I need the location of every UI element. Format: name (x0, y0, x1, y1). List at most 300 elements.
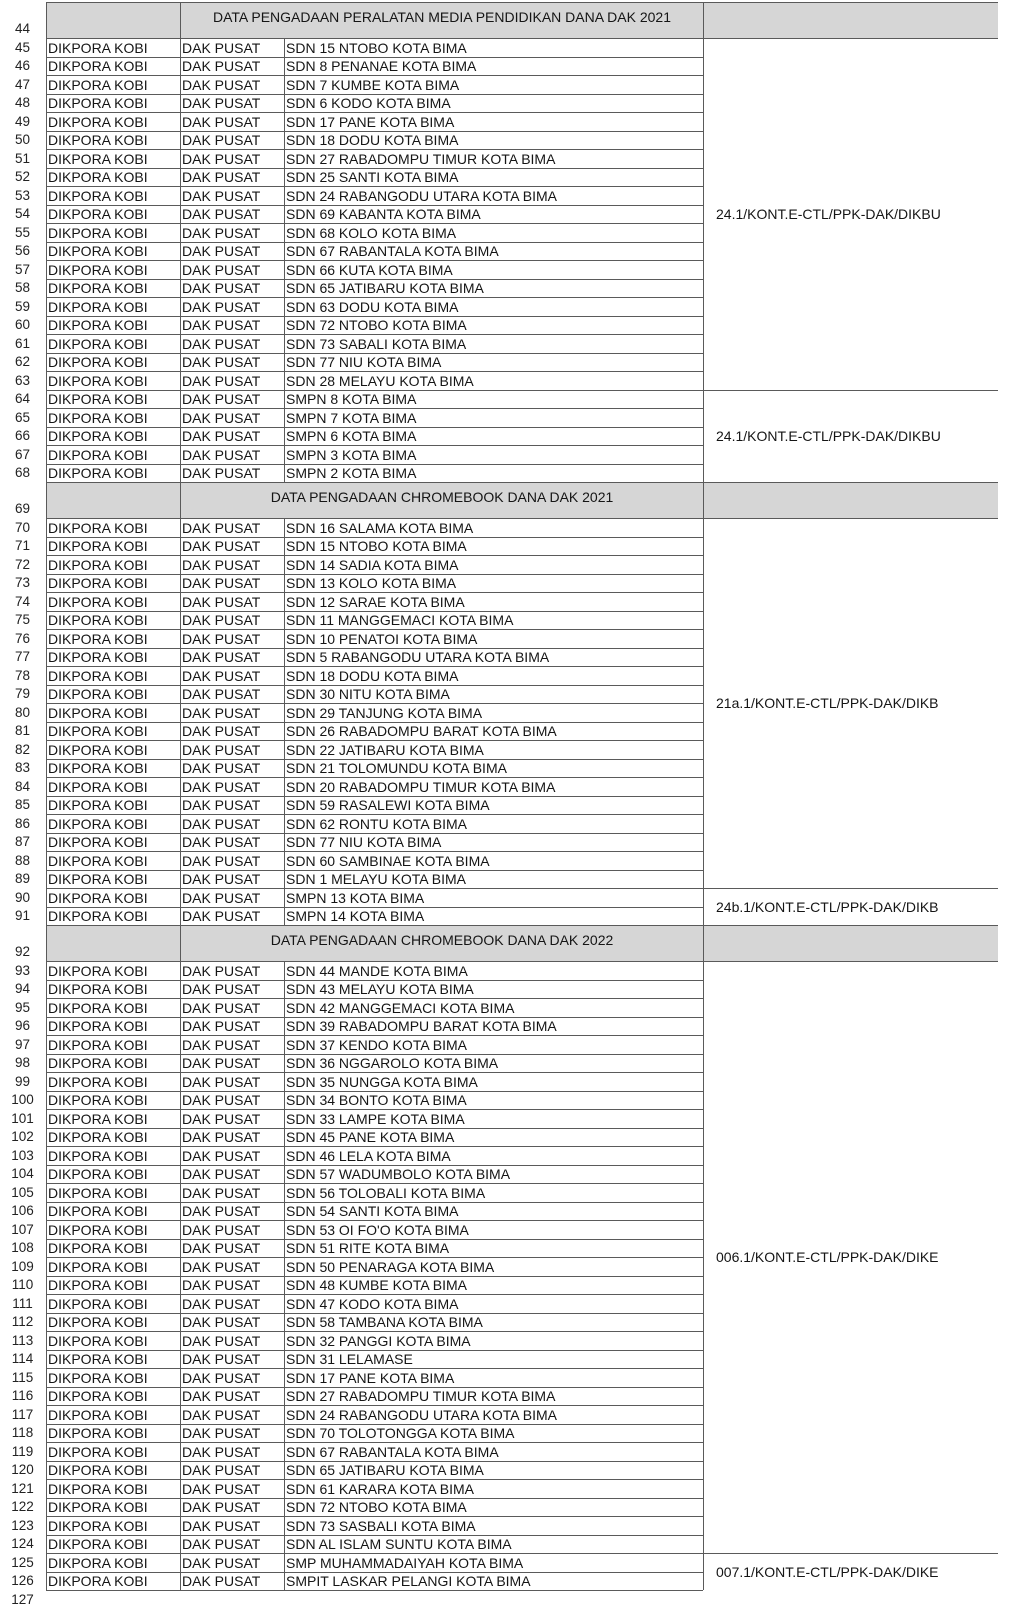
row-number[interactable]: 61 (14, 335, 31, 351)
cell-fund-source[interactable]: DAK PUSAT (182, 704, 261, 721)
cell-organization[interactable]: DIKPORA KOBI (48, 667, 148, 684)
row-number[interactable]: 78 (14, 667, 31, 683)
cell-organization[interactable]: DIKPORA KOBI (48, 556, 148, 573)
cell-school-name[interactable]: SDN 72 NTOBO KOTA BIMA (286, 1499, 467, 1515)
cell-fund-source[interactable]: DAK PUSAT (182, 1203, 261, 1219)
row-number[interactable]: 125 (11, 1554, 34, 1570)
row-number[interactable]: 69 (14, 501, 31, 516)
cell-contract-number[interactable]: 007.1/KONT.E-CTL/PPK-DAK/DIKE (716, 1563, 939, 1580)
cell-school-name[interactable]: SDN 54 SANTI KOTA BIMA (286, 1203, 459, 1219)
cell-organization[interactable]: DIKPORA KOBI (48, 1332, 148, 1349)
cell-fund-source[interactable]: DAK PUSAT (182, 169, 261, 185)
cell-school-name[interactable]: SMP MUHAMMADAIYAH KOTA BIMA (286, 1554, 524, 1571)
cell-school-name[interactable]: SDN 57 WADUMBOLO KOTA BIMA (286, 1166, 511, 1182)
cell-fund-source[interactable]: DAK PUSAT (182, 335, 261, 352)
row-number[interactable]: 96 (14, 1018, 31, 1033)
row-number[interactable]: 88 (14, 852, 31, 868)
row-number[interactable]: 124 (11, 1536, 34, 1551)
cell-fund-source[interactable]: DAK PUSAT (182, 999, 261, 1016)
cell-organization[interactable]: DIKPORA KOBI (48, 1480, 148, 1497)
cell-school-name[interactable]: SDN 62 RONTU KOTA BIMA (286, 815, 467, 832)
cell-fund-source[interactable]: DAK PUSAT (182, 1573, 261, 1589)
row-number[interactable]: 119 (11, 1443, 34, 1459)
cell-school-name[interactable]: SDN 24 RABANGODU UTARA KOTA BIMA (286, 187, 557, 204)
cell-organization[interactable]: DIKPORA KOBI (48, 1277, 148, 1293)
cell-organization[interactable]: DIKPORA KOBI (48, 889, 148, 906)
cell-organization[interactable]: DIKPORA KOBI (48, 1018, 148, 1034)
cell-fund-source[interactable]: DAK PUSAT (182, 1055, 261, 1071)
row-number[interactable]: 116 (11, 1388, 34, 1403)
cell-fund-source[interactable]: DAK PUSAT (182, 132, 261, 148)
row-number[interactable]: 62 (14, 354, 31, 369)
cell-school-name[interactable]: SDN 1 MELAYU KOTA BIMA (286, 871, 466, 887)
cell-organization[interactable]: DIKPORA KOBI (48, 261, 148, 278)
cell-organization[interactable]: DIKPORA KOBI (48, 704, 148, 721)
cell-fund-source[interactable]: DAK PUSAT (182, 1221, 261, 1238)
row-number[interactable]: 85 (14, 797, 31, 812)
cell-fund-source[interactable]: DAK PUSAT (182, 593, 261, 610)
row-number[interactable]: 90 (14, 889, 31, 905)
cell-fund-source[interactable]: DAK PUSAT (182, 243, 261, 259)
row-number[interactable]: 117 (11, 1406, 34, 1422)
cell-organization[interactable]: DIKPORA KOBI (48, 1536, 148, 1552)
cell-organization[interactable]: DIKPORA KOBI (48, 76, 148, 93)
cell-organization[interactable]: DIKPORA KOBI (48, 686, 148, 702)
cell-school-name[interactable]: SDN AL ISLAM SUNTU KOTA BIMA (286, 1536, 512, 1552)
cell-organization[interactable]: DIKPORA KOBI (48, 1110, 148, 1127)
cell-organization[interactable]: DIKPORA KOBI (48, 409, 148, 426)
cell-organization[interactable]: DIKPORA KOBI (48, 981, 148, 997)
cell-school-name[interactable]: SDN 50 PENARAGA KOTA BIMA (286, 1258, 495, 1275)
row-number[interactable]: 63 (14, 372, 31, 388)
cell-school-name[interactable]: SDN 67 RABANTALA KOTA BIMA (286, 1443, 499, 1460)
row-number[interactable]: 112 (11, 1314, 34, 1329)
cell-fund-source[interactable]: DAK PUSAT (182, 519, 261, 536)
row-number[interactable]: 107 (11, 1221, 34, 1237)
cell-school-name[interactable]: SDN 44 MANDE KOTA BIMA (286, 962, 468, 979)
cell-fund-source[interactable]: DAK PUSAT (182, 1351, 261, 1367)
cell-school-name[interactable]: SDN 34 BONTO KOTA BIMA (286, 1092, 467, 1108)
cell-school-name[interactable]: SDN 6 KODO KOTA BIMA (286, 95, 451, 111)
cell-organization[interactable]: DIKPORA KOBI (48, 1462, 148, 1478)
cell-fund-source[interactable]: DAK PUSAT (182, 1332, 261, 1349)
row-number[interactable]: 89 (14, 871, 31, 886)
cell-organization[interactable]: DIKPORA KOBI (48, 298, 148, 315)
row-number[interactable]: 66 (14, 428, 31, 443)
cell-fund-source[interactable]: DAK PUSAT (182, 630, 261, 647)
row-number[interactable]: 113 (11, 1332, 34, 1348)
row-number[interactable]: 84 (14, 778, 31, 794)
row-number[interactable]: 82 (14, 741, 31, 757)
row-number[interactable]: 121 (11, 1480, 34, 1496)
row-number[interactable]: 46 (14, 58, 31, 73)
cell-fund-source[interactable]: DAK PUSAT (182, 280, 261, 296)
cell-school-name[interactable]: SDN 25 SANTI KOTA BIMA (286, 169, 459, 185)
cell-school-name[interactable]: SDN 22 JATIBARU KOTA BIMA (286, 741, 484, 758)
cell-school-name[interactable]: SDN 65 JATIBARU KOTA BIMA (286, 1462, 484, 1478)
cell-school-name[interactable]: SDN 30 NITU KOTA BIMA (286, 686, 450, 702)
row-number[interactable]: 80 (14, 704, 31, 720)
row-number[interactable]: 99 (14, 1073, 31, 1089)
cell-fund-source[interactable]: DAK PUSAT (182, 1369, 261, 1386)
cell-fund-source[interactable]: DAK PUSAT (182, 1036, 261, 1053)
row-number[interactable]: 79 (14, 686, 31, 701)
cell-organization[interactable]: DIKPORA KOBI (48, 741, 148, 758)
row-number[interactable]: 87 (14, 834, 31, 849)
cell-organization[interactable]: DIKPORA KOBI (48, 1258, 148, 1275)
cell-fund-source[interactable]: DAK PUSAT (182, 95, 261, 111)
cell-fund-source[interactable]: DAK PUSAT (182, 113, 261, 130)
cell-organization[interactable]: DIKPORA KOBI (48, 354, 148, 370)
cell-school-name[interactable]: SMPN 8 KOTA BIMA (286, 391, 417, 407)
cell-organization[interactable]: DIKPORA KOBI (48, 1221, 148, 1238)
row-number[interactable]: 92 (14, 944, 31, 959)
row-number[interactable]: 120 (11, 1462, 34, 1477)
row-number[interactable]: 72 (14, 556, 31, 572)
row-number[interactable]: 57 (14, 261, 31, 277)
cell-contract-number[interactable]: 24b.1/KONT.E-CTL/PPK-DAK/DIKB (716, 898, 939, 915)
cell-school-name[interactable]: SDN 29 TANJUNG KOTA BIMA (286, 704, 483, 721)
cell-organization[interactable]: DIKPORA KOBI (48, 538, 148, 554)
cell-school-name[interactable]: SMPN 7 KOTA BIMA (286, 409, 417, 426)
cell-school-name[interactable]: SDN 58 TAMBANA KOTA BIMA (286, 1314, 483, 1330)
row-number[interactable]: 114 (11, 1351, 34, 1366)
cell-fund-source[interactable]: DAK PUSAT (182, 39, 261, 56)
cell-organization[interactable]: DIKPORA KOBI (48, 1369, 148, 1386)
cell-school-name[interactable]: SDN 45 PANE KOTA BIMA (286, 1129, 455, 1145)
cell-fund-source[interactable]: DAK PUSAT (182, 261, 261, 278)
cell-school-name[interactable]: SMPN 14 KOTA BIMA (286, 908, 425, 924)
cell-fund-source[interactable]: DAK PUSAT (182, 428, 261, 444)
cell-fund-source[interactable]: DAK PUSAT (182, 1536, 261, 1552)
cell-organization[interactable]: DIKPORA KOBI (48, 243, 148, 259)
row-number[interactable]: 109 (11, 1258, 34, 1274)
cell-school-name[interactable]: SDN 60 SAMBINAE KOTA BIMA (286, 852, 490, 869)
cell-organization[interactable]: DIKPORA KOBI (48, 612, 148, 628)
cell-organization[interactable]: DIKPORA KOBI (48, 593, 148, 610)
cell-school-name[interactable]: SDN 70 TOLOTONGGA KOTA BIMA (286, 1425, 515, 1441)
cell-fund-source[interactable]: DAK PUSAT (182, 1258, 261, 1275)
cell-fund-source[interactable]: DAK PUSAT (182, 575, 261, 591)
row-number[interactable]: 64 (14, 391, 31, 406)
cell-fund-source[interactable]: DAK PUSAT (182, 1147, 261, 1164)
cell-school-name[interactable]: SDN 26 RABADOMPU BARAT KOTA BIMA (286, 723, 557, 739)
row-number[interactable]: 106 (11, 1203, 34, 1218)
cell-organization[interactable]: DIKPORA KOBI (48, 317, 148, 333)
row-number[interactable]: 76 (14, 630, 31, 646)
cell-school-name[interactable]: SDN 56 TOLOBALI KOTA BIMA (286, 1184, 486, 1201)
cell-school-name[interactable]: SDN 27 RABADOMPU TIMUR KOTA BIMA (286, 1388, 556, 1404)
cell-organization[interactable]: DIKPORA KOBI (48, 760, 148, 776)
cell-fund-source[interactable]: DAK PUSAT (182, 741, 261, 758)
cell-fund-source[interactable]: DAK PUSAT (182, 317, 261, 333)
cell-fund-source[interactable]: DAK PUSAT (182, 1184, 261, 1201)
cell-school-name[interactable]: SDN 28 MELAYU KOTA BIMA (286, 372, 474, 389)
cell-fund-source[interactable]: DAK PUSAT (182, 1295, 261, 1312)
row-number[interactable]: 44 (14, 21, 31, 36)
cell-organization[interactable]: DIKPORA KOBI (48, 575, 148, 591)
row-number[interactable]: 68 (14, 465, 31, 480)
row-number[interactable]: 51 (14, 150, 31, 166)
cell-fund-source[interactable]: DAK PUSAT (182, 58, 261, 74)
cell-organization[interactable]: DIKPORA KOBI (48, 1036, 148, 1053)
cell-school-name[interactable]: SDN 7 KUMBE KOTA BIMA (286, 76, 460, 93)
cell-organization[interactable]: DIKPORA KOBI (48, 852, 148, 869)
cell-school-name[interactable]: SDN 48 KUMBE KOTA BIMA (286, 1277, 468, 1293)
cell-contract-number[interactable]: 24.1/KONT.E-CTL/PPK-DAK/DIKBU (716, 205, 941, 222)
cell-school-name[interactable]: SDN 18 DODU KOTA BIMA (286, 132, 459, 148)
cell-organization[interactable]: DIKPORA KOBI (48, 1055, 148, 1071)
cell-organization[interactable]: DIKPORA KOBI (48, 1573, 148, 1589)
cell-organization[interactable]: DIKPORA KOBI (48, 1147, 148, 1164)
cell-fund-source[interactable]: DAK PUSAT (182, 1554, 261, 1571)
cell-organization[interactable]: DIKPORA KOBI (48, 1425, 148, 1441)
cell-fund-source[interactable]: DAK PUSAT (182, 538, 261, 554)
cell-organization[interactable]: DIKPORA KOBI (48, 1073, 148, 1090)
cell-school-name[interactable]: SDN 20 RABADOMPU TIMUR KOTA BIMA (286, 778, 556, 795)
cell-school-name[interactable]: SDN 77 NIU KOTA BIMA (286, 354, 442, 370)
row-number[interactable]: 71 (14, 538, 31, 553)
row-number[interactable]: 110 (11, 1277, 34, 1292)
cell-organization[interactable]: DIKPORA KOBI (48, 908, 148, 924)
cell-school-name[interactable]: SDN 31 LELAMASE (286, 1351, 413, 1367)
cell-school-name[interactable]: SDN 61 KARARA KOTA BIMA (286, 1480, 475, 1497)
row-number[interactable]: 94 (14, 981, 31, 996)
cell-fund-source[interactable]: DAK PUSAT (182, 778, 261, 795)
cell-fund-source[interactable]: DAK PUSAT (182, 1092, 261, 1108)
cell-fund-source[interactable]: DAK PUSAT (182, 760, 261, 776)
row-number[interactable]: 115 (11, 1369, 34, 1385)
row-number[interactable]: 118 (11, 1425, 34, 1440)
row-number[interactable]: 98 (14, 1055, 31, 1070)
cell-school-name[interactable]: SMPN 13 KOTA BIMA (286, 889, 425, 906)
cell-organization[interactable]: DIKPORA KOBI (48, 815, 148, 832)
cell-organization[interactable]: DIKPORA KOBI (48, 1388, 148, 1404)
cell-school-name[interactable]: SMPN 3 KOTA BIMA (286, 446, 417, 463)
cell-school-name[interactable]: SDN 18 DODU KOTA BIMA (286, 667, 459, 684)
row-number[interactable]: 49 (14, 113, 31, 129)
cell-school-name[interactable]: SDN 11 MANGGEMACI KOTA BIMA (286, 612, 514, 628)
cell-fund-source[interactable]: DAK PUSAT (182, 1110, 261, 1127)
cell-fund-source[interactable]: DAK PUSAT (182, 612, 261, 628)
cell-fund-source[interactable]: DAK PUSAT (182, 1425, 261, 1441)
cell-fund-source[interactable]: DAK PUSAT (182, 981, 261, 997)
cell-fund-source[interactable]: DAK PUSAT (182, 1129, 261, 1145)
cell-fund-source[interactable]: DAK PUSAT (182, 834, 261, 850)
cell-school-name[interactable]: SDN 39 RABADOMPU BARAT KOTA BIMA (286, 1018, 557, 1034)
cell-school-name[interactable]: SDN 36 NGGAROLO KOTA BIMA (286, 1055, 499, 1071)
cell-school-name[interactable]: SDN 17 PANE KOTA BIMA (286, 113, 455, 130)
cell-school-name[interactable]: SDN 16 SALAMA KOTA BIMA (286, 519, 474, 536)
cell-fund-source[interactable]: DAK PUSAT (182, 1018, 261, 1034)
row-number[interactable]: 127 (11, 1591, 34, 1607)
cell-organization[interactable]: DIKPORA KOBI (48, 391, 148, 407)
cell-school-name[interactable]: SDN 59 RASALEWI KOTA BIMA (286, 797, 490, 813)
row-number[interactable]: 108 (11, 1240, 34, 1255)
cell-school-name[interactable]: SDN 13 KOLO KOTA BIMA (286, 575, 457, 591)
row-number[interactable]: 55 (14, 224, 31, 240)
cell-organization[interactable]: DIKPORA KOBI (48, 95, 148, 111)
cell-school-name[interactable]: SMPN 6 KOTA BIMA (286, 428, 417, 444)
cell-organization[interactable]: DIKPORA KOBI (48, 132, 148, 148)
cell-fund-source[interactable]: DAK PUSAT (182, 1499, 261, 1515)
cell-fund-source[interactable]: DAK PUSAT (182, 1406, 261, 1423)
cell-organization[interactable]: DIKPORA KOBI (48, 206, 148, 222)
cell-fund-source[interactable]: DAK PUSAT (182, 797, 261, 813)
cell-organization[interactable]: DIKPORA KOBI (48, 1184, 148, 1201)
cell-organization[interactable]: DIKPORA KOBI (48, 1129, 148, 1145)
cell-organization[interactable]: DIKPORA KOBI (48, 428, 148, 444)
cell-school-name[interactable]: SDN 37 KENDO KOTA BIMA (286, 1036, 468, 1053)
row-number[interactable]: 52 (14, 169, 31, 184)
cell-fund-source[interactable]: DAK PUSAT (182, 1166, 261, 1182)
cell-fund-source[interactable]: DAK PUSAT (182, 556, 261, 573)
cell-contract-number[interactable]: 21a.1/KONT.E-CTL/PPK-DAK/DIKB (716, 695, 939, 711)
row-number[interactable]: 45 (14, 39, 31, 55)
cell-school-name[interactable]: SDN 27 RABADOMPU TIMUR KOTA BIMA (286, 150, 556, 167)
cell-fund-source[interactable]: DAK PUSAT (182, 298, 261, 315)
cell-fund-source[interactable]: DAK PUSAT (182, 871, 261, 887)
cell-fund-source[interactable]: DAK PUSAT (182, 1480, 261, 1497)
cell-school-name[interactable]: SDN 35 NUNGGA KOTA BIMA (286, 1073, 478, 1090)
row-number[interactable]: 103 (11, 1147, 34, 1163)
cell-fund-source[interactable]: DAK PUSAT (182, 446, 261, 463)
cell-fund-source[interactable]: DAK PUSAT (182, 667, 261, 684)
cell-school-name[interactable]: SDN 46 LELA KOTA BIMA (286, 1147, 451, 1164)
cell-fund-source[interactable]: DAK PUSAT (182, 649, 261, 665)
cell-organization[interactable]: DIKPORA KOBI (48, 723, 148, 739)
cell-fund-source[interactable]: DAK PUSAT (182, 409, 261, 426)
row-number[interactable]: 102 (11, 1129, 34, 1144)
cell-fund-source[interactable]: DAK PUSAT (182, 1462, 261, 1478)
cell-school-name[interactable]: SDN 69 KABANTA KOTA BIMA (286, 206, 481, 222)
row-number[interactable]: 67 (14, 446, 31, 462)
row-number[interactable]: 73 (14, 575, 31, 590)
cell-fund-source[interactable]: DAK PUSAT (182, 465, 261, 481)
row-number[interactable]: 54 (14, 206, 31, 221)
cell-organization[interactable]: DIKPORA KOBI (48, 1240, 148, 1256)
cell-fund-source[interactable]: DAK PUSAT (182, 76, 261, 93)
cell-organization[interactable]: DIKPORA KOBI (48, 797, 148, 813)
cell-contract-number[interactable]: 006.1/KONT.E-CTL/PPK-DAK/DIKE (716, 1249, 939, 1265)
row-number[interactable]: 91 (14, 908, 31, 923)
cell-organization[interactable]: DIKPORA KOBI (48, 446, 148, 463)
cell-fund-source[interactable]: DAK PUSAT (182, 1517, 261, 1534)
row-number[interactable]: 77 (14, 649, 31, 664)
cell-organization[interactable]: DIKPORA KOBI (48, 39, 148, 56)
cell-organization[interactable]: DIKPORA KOBI (48, 519, 148, 536)
row-number[interactable]: 122 (11, 1499, 34, 1514)
cell-organization[interactable]: DIKPORA KOBI (48, 58, 148, 74)
row-number[interactable]: 60 (14, 317, 31, 332)
row-number[interactable]: 83 (14, 760, 31, 775)
cell-organization[interactable]: DIKPORA KOBI (48, 1351, 148, 1367)
cell-organization[interactable]: DIKPORA KOBI (48, 1092, 148, 1108)
row-number[interactable]: 86 (14, 815, 31, 831)
cell-organization[interactable]: DIKPORA KOBI (48, 224, 148, 241)
row-number[interactable]: 126 (11, 1573, 34, 1588)
row-number[interactable]: 95 (14, 999, 31, 1015)
cell-organization[interactable]: DIKPORA KOBI (48, 1295, 148, 1312)
row-number[interactable]: 58 (14, 280, 31, 295)
row-number[interactable]: 111 (12, 1295, 33, 1311)
cell-school-name[interactable]: SDN 72 NTOBO KOTA BIMA (286, 317, 467, 333)
row-number[interactable]: 105 (11, 1184, 34, 1200)
cell-organization[interactable]: DIKPORA KOBI (48, 1517, 148, 1534)
cell-fund-source[interactable]: DAK PUSAT (182, 150, 261, 167)
cell-school-name[interactable]: SDN 77 NIU KOTA BIMA (286, 834, 442, 850)
cell-fund-source[interactable]: DAK PUSAT (182, 224, 261, 241)
cell-fund-source[interactable]: DAK PUSAT (182, 1314, 261, 1330)
cell-school-name[interactable]: SDN 15 NTOBO KOTA BIMA (286, 39, 467, 56)
cell-organization[interactable]: DIKPORA KOBI (48, 1443, 148, 1460)
cell-fund-source[interactable]: DAK PUSAT (182, 686, 261, 702)
cell-school-name[interactable]: SDN 24 RABANGODU UTARA KOTA BIMA (286, 1406, 557, 1423)
cell-school-name[interactable]: SDN 68 KOLO KOTA BIMA (286, 224, 457, 241)
cell-school-name[interactable]: SDN 10 PENATOI KOTA BIMA (286, 630, 478, 647)
cell-school-name[interactable]: SDN 15 NTOBO KOTA BIMA (286, 538, 467, 554)
row-number[interactable]: 101 (11, 1110, 34, 1126)
cell-school-name[interactable]: SDN 17 PANE KOTA BIMA (286, 1369, 455, 1386)
cell-school-name[interactable]: SDN 63 DODU KOTA BIMA (286, 298, 459, 315)
cell-organization[interactable]: DIKPORA KOBI (48, 1554, 148, 1571)
cell-fund-source[interactable]: DAK PUSAT (182, 889, 261, 906)
cell-school-name[interactable]: SDN 47 KODO KOTA BIMA (286, 1295, 459, 1312)
row-number[interactable]: 56 (14, 243, 31, 258)
cell-organization[interactable]: DIKPORA KOBI (48, 1203, 148, 1219)
cell-school-name[interactable]: SDN 53 OI FO'O KOTA BIMA (286, 1221, 469, 1238)
row-number[interactable]: 50 (14, 132, 31, 147)
cell-fund-source[interactable]: DAK PUSAT (182, 372, 261, 389)
cell-organization[interactable]: DIKPORA KOBI (48, 1406, 148, 1423)
row-number[interactable]: 53 (14, 187, 31, 203)
cell-organization[interactable]: DIKPORA KOBI (48, 372, 148, 389)
cell-school-name[interactable]: SDN 5 RABANGODU UTARA KOTA BIMA (286, 649, 550, 665)
cell-organization[interactable]: DIKPORA KOBI (48, 1166, 148, 1182)
cell-organization[interactable]: DIKPORA KOBI (48, 113, 148, 130)
row-number[interactable]: 48 (14, 95, 31, 110)
cell-fund-source[interactable]: DAK PUSAT (182, 852, 261, 869)
row-number[interactable]: 74 (14, 593, 31, 609)
row-number[interactable]: 75 (14, 612, 31, 627)
cell-school-name[interactable]: SDN 67 RABANTALA KOTA BIMA (286, 243, 499, 259)
cell-school-name[interactable]: SDN 12 SARAE KOTA BIMA (286, 593, 465, 610)
cell-organization[interactable]: DIKPORA KOBI (48, 169, 148, 185)
cell-organization[interactable]: DIKPORA KOBI (48, 999, 148, 1016)
cell-school-name[interactable]: SDN 32 PANGGI KOTA BIMA (286, 1332, 471, 1349)
cell-school-name[interactable]: SDN 66 KUTA KOTA BIMA (286, 261, 453, 278)
cell-organization[interactable]: DIKPORA KOBI (48, 1314, 148, 1330)
row-number[interactable]: 65 (14, 409, 31, 425)
cell-fund-source[interactable]: DAK PUSAT (182, 206, 261, 222)
cell-school-name[interactable]: SMPN 2 KOTA BIMA (286, 465, 417, 481)
cell-organization[interactable]: DIKPORA KOBI (48, 871, 148, 887)
cell-school-name[interactable]: SDN 51 RITE KOTA BIMA (286, 1240, 450, 1256)
row-number[interactable]: 47 (14, 76, 31, 92)
row-number[interactable]: 104 (11, 1166, 34, 1181)
cell-organization[interactable]: DIKPORA KOBI (48, 150, 148, 167)
cell-organization[interactable]: DIKPORA KOBI (48, 834, 148, 850)
cell-fund-source[interactable]: DAK PUSAT (182, 354, 261, 370)
cell-organization[interactable]: DIKPORA KOBI (48, 465, 148, 481)
row-number[interactable]: 70 (14, 519, 31, 535)
row-number[interactable]: 123 (11, 1517, 34, 1533)
cell-fund-source[interactable]: DAK PUSAT (182, 723, 261, 739)
cell-fund-source[interactable]: DAK PUSAT (182, 962, 261, 979)
cell-organization[interactable]: DIKPORA KOBI (48, 649, 148, 665)
row-number[interactable]: 93 (14, 962, 31, 978)
cell-school-name[interactable]: SDN 73 SABALI KOTA BIMA (286, 335, 467, 352)
